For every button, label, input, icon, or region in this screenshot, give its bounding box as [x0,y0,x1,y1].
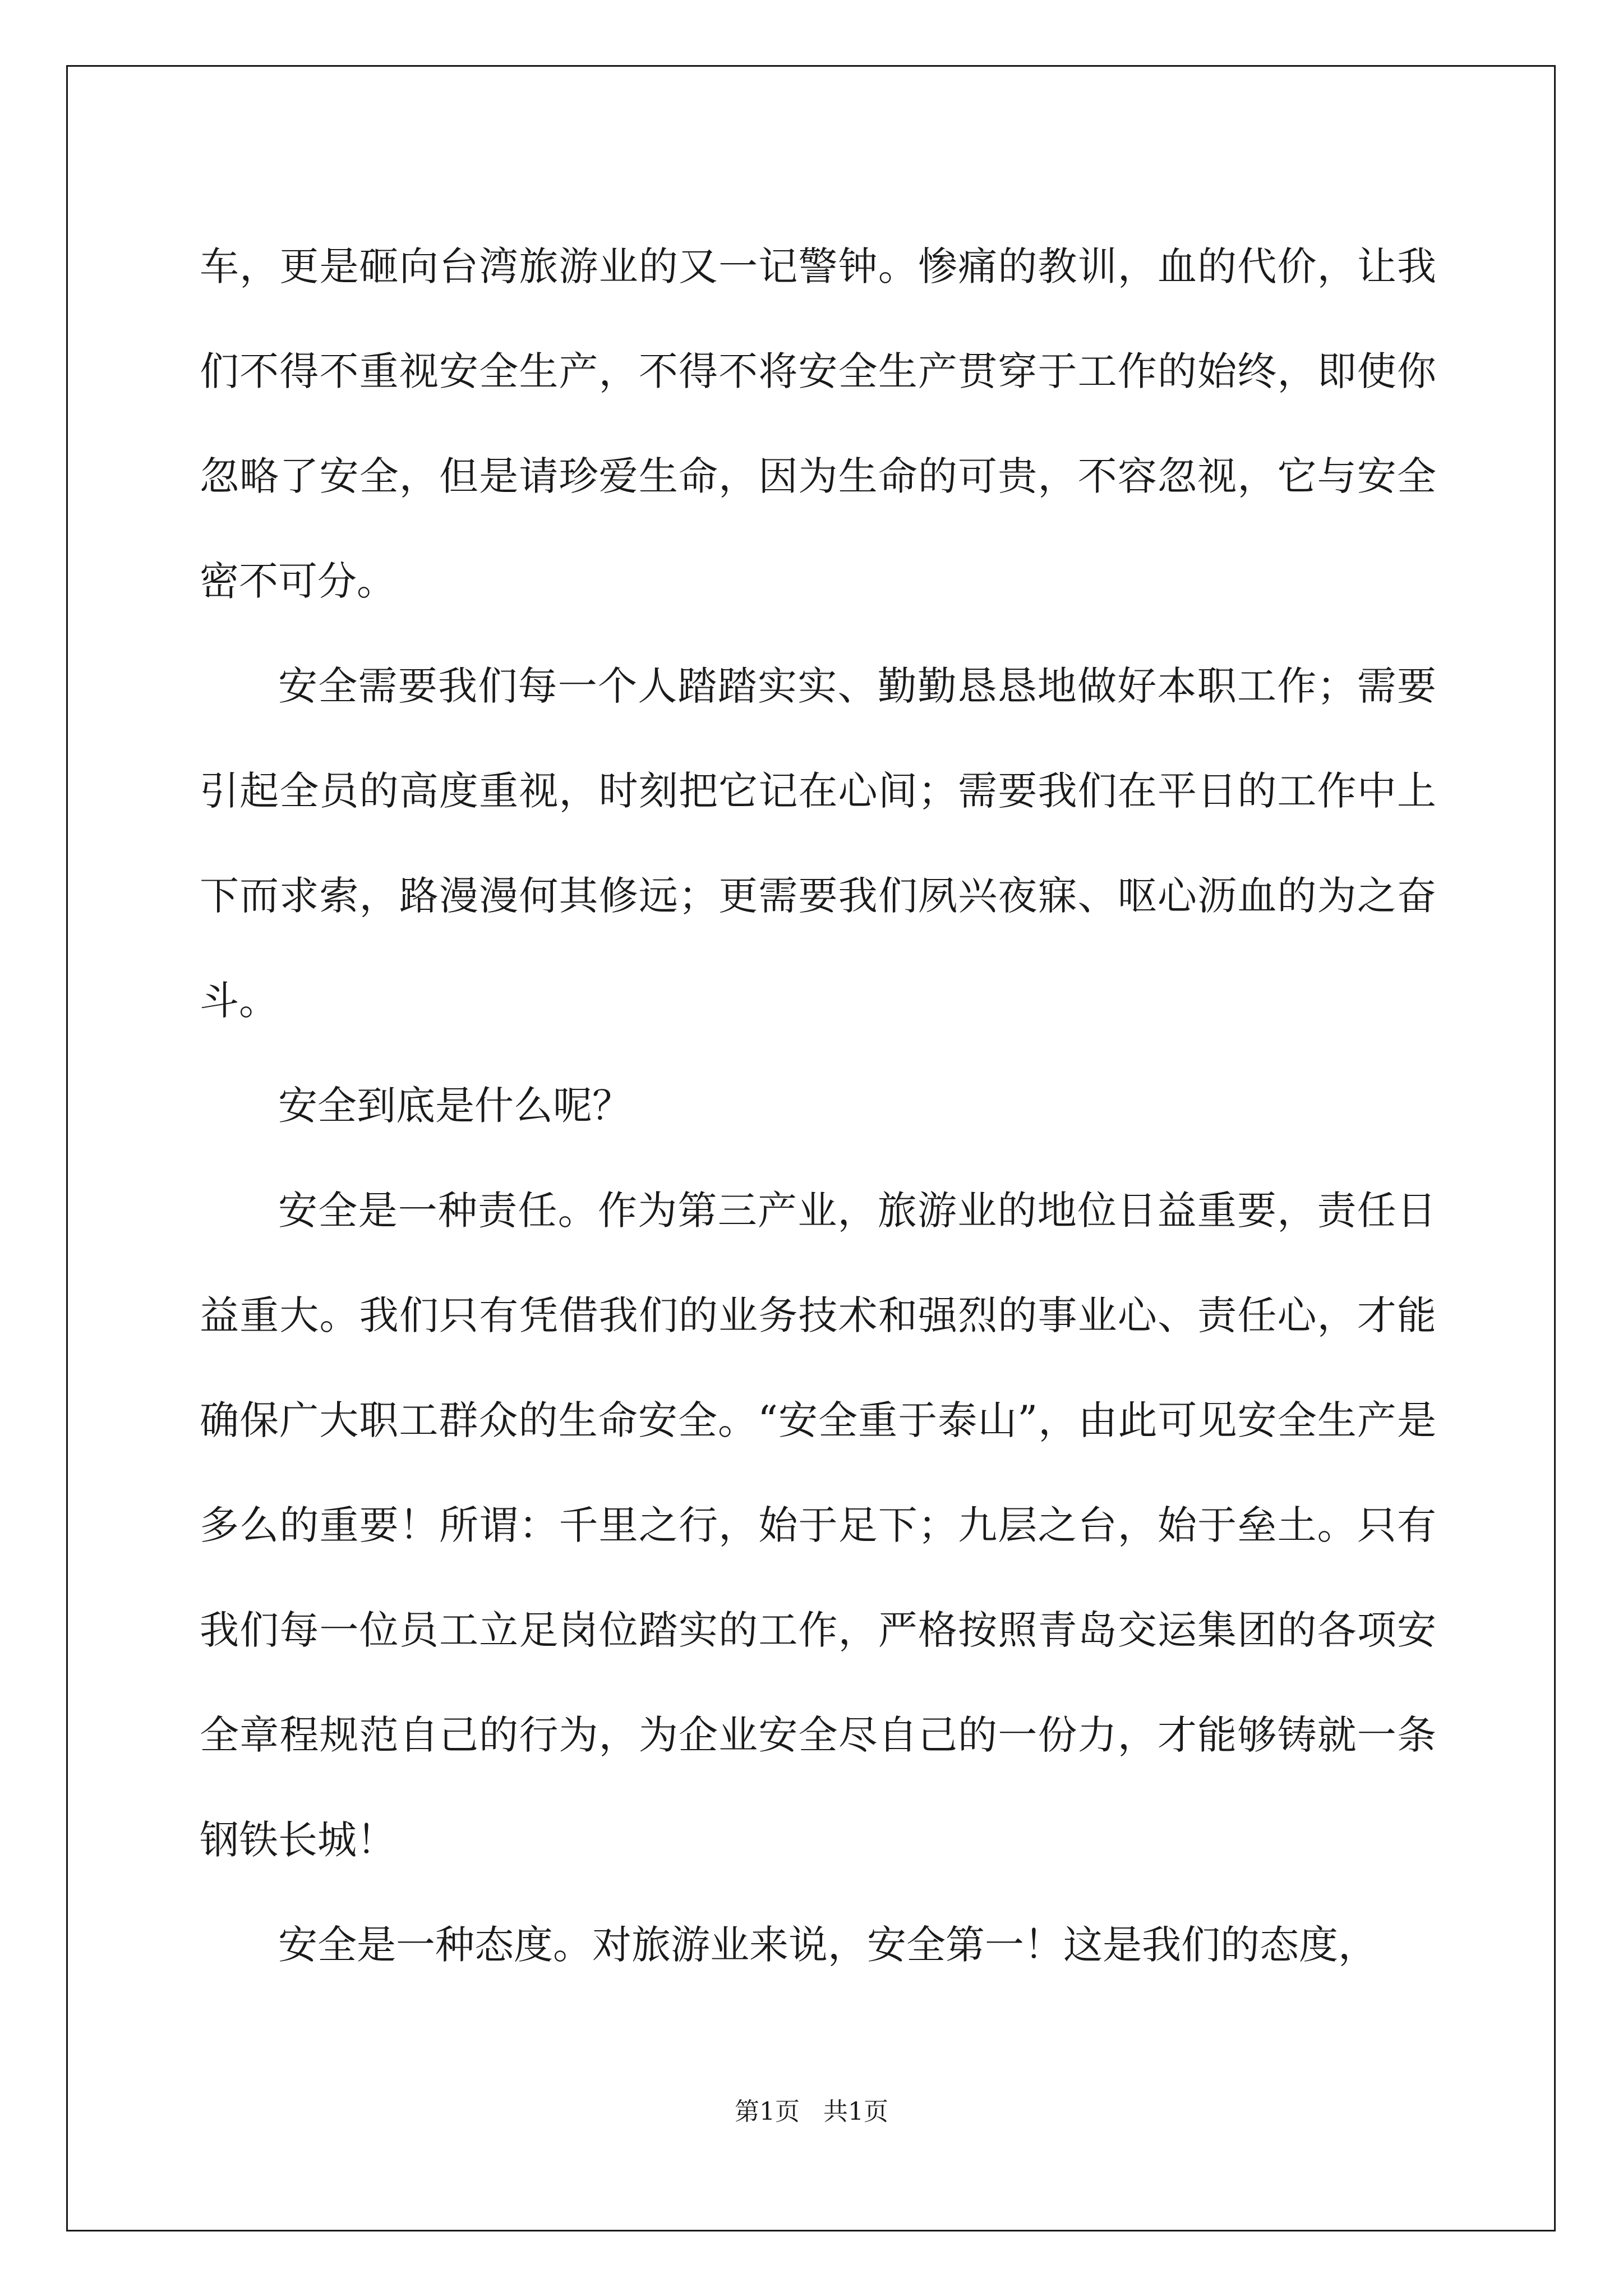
paragraph-1: 车，更是砸向台湾旅游业的又一记警钟。惨痛的教训，血的代价，让我们不得不重视安全生产，不得不将安全生产贯穿于工作的始终，即使你忽略了安全，但是请珍爱生命，因为生命的可贵，不容忽视，它与安全密不可分。 [200,243,1436,604]
paragraph-2: 安全需要我们每一个人踏踏实实、勤勤恳恳地做好本职工作；需要引起全员的高度重视，时刻把它记在心间；需要我们在平日的工作中上下而求索，路漫漫何其修远；更需要我们夙兴夜寐、呕心沥血的为之奋斗。 [200,663,1436,1024]
paragraph-3: 安全到底是什么呢？ [278,1083,631,1129]
paragraph-5: 安全是一种态度。对旅游业来说，安全第一！这是我们的态度， [278,1922,1377,1968]
paragraph-4: 安全是一种责任。作为第三产业，旅游业的地位日益重要，责任日益重大。我们只有凭借我们的业务技术和强烈的事业心、责任心，才能确保广大职工群众的生命安全。“安全重于泰山”，由此可见安全生产是多么的重要！所谓：千里之行，始于足下；九层之台，始于垒土。只有我们每一位员工立足岗位踏实的工作，严格按照青岛交运集团的各项安全章程规范自己的行为，为企业安全尽自己的一份力，才能够铸就一条钢铁长城！ [200,1188,1436,1863]
page-number-footer: 第1页 共1页 [735,2097,888,2126]
document-body [200,214,1436,1998]
